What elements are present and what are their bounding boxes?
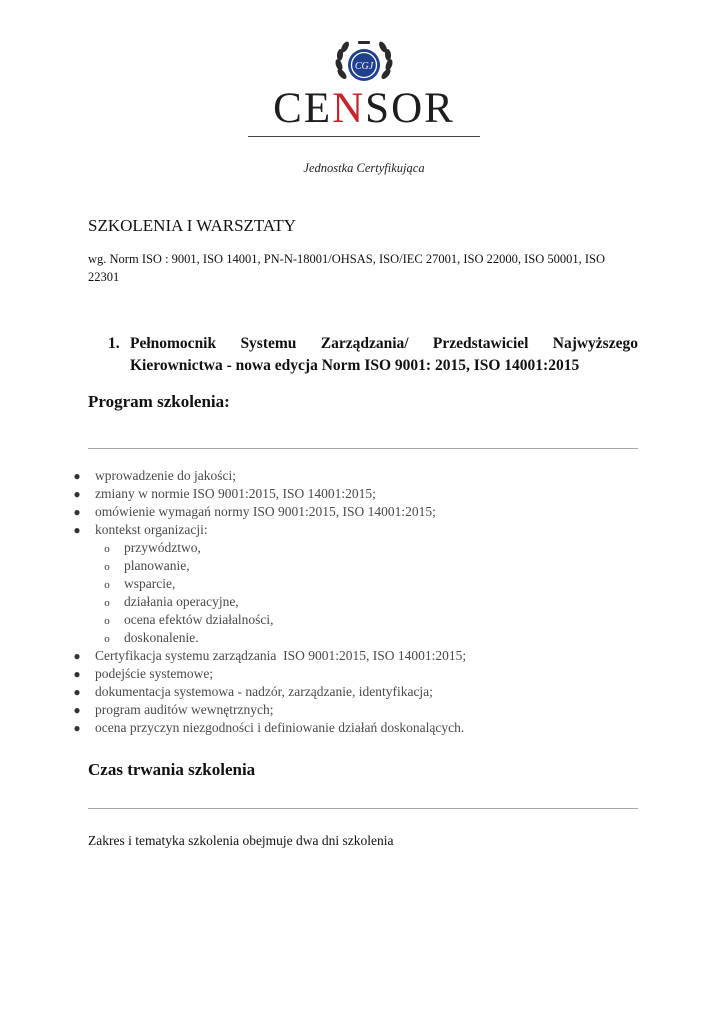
sub-list-item: o ocena efektów działalności, xyxy=(72,611,466,629)
circle-bullet-icon: o xyxy=(104,633,110,645)
bullet-icon: ● xyxy=(73,667,81,681)
duration-text: Zakres i tematyka szkolenia obejmuje dwa dni szkolenia xyxy=(88,833,394,848)
course-title-word: Systemu xyxy=(240,335,297,352)
list-item: ● ocena przyczyn niezgodności i definiowanie działań doskonalących. xyxy=(73,720,465,735)
course-title-word: Przedstawiciel xyxy=(432,335,529,352)
bullet-icon: ● xyxy=(73,721,81,735)
censor-logo xyxy=(244,36,484,175)
course-title-word: Najwyższego xyxy=(552,335,638,352)
bullet-icon: ● xyxy=(73,649,81,663)
list-item: ● Certyfikacja systemu zarządzania ISO 9001:2015, ISO 14001:2015; xyxy=(73,648,467,663)
divider xyxy=(88,448,638,449)
norms-list: wg. Norm ISO : 9001, ISO 14001, PN-N-18001/OHSAS, ISO/IEC 27001, ISO 22000, ISO 50001, ISO 22301 xyxy=(88,252,606,284)
duration-heading: Czas trwania szkolenia xyxy=(88,760,256,779)
sub-list-item: o planowanie, xyxy=(72,557,466,575)
divider xyxy=(88,808,638,809)
bullet-icon: ● xyxy=(73,523,81,537)
sub-list-item: o przywództwo, xyxy=(72,539,466,557)
topic-list xyxy=(72,467,466,737)
program-heading: Program szkolenia: xyxy=(88,392,230,411)
circle-bullet-icon: o xyxy=(104,561,110,573)
circle-bullet-icon: o xyxy=(104,597,110,609)
circle-bullet-icon: o xyxy=(104,543,110,555)
list-item: ● dokumentacja systemowa - nadzór, zarządzanie, identyfikacja; xyxy=(73,684,433,699)
bullet-icon: ● xyxy=(73,469,81,483)
list-item: ● kontekst organizacji: xyxy=(73,522,208,537)
list-item: ● wprowadzenie do jakości; xyxy=(73,468,236,483)
laurel-emblem-icon xyxy=(332,40,396,90)
emblem-monogram: CGJ xyxy=(354,61,374,72)
list-item: ● program auditów wewnętrznych; xyxy=(73,702,274,717)
bullet-icon: ● xyxy=(73,505,81,519)
bullet-icon: ● xyxy=(73,685,81,699)
circle-bullet-icon: o xyxy=(104,615,110,627)
course-title-word: Pełnomocnik xyxy=(130,335,217,352)
brand-name: CENSOR xyxy=(273,85,455,132)
circle-bullet-icon: o xyxy=(104,579,110,591)
list-item: ● podejście systemowe; xyxy=(73,666,214,681)
course-title-word: Zarządzania/ xyxy=(320,335,409,352)
logo-divider xyxy=(248,136,480,137)
course-title-line-2: Kierownictwa - nowa edycja Norm ISO 9001: 2015, ISO 14001:2015 xyxy=(130,357,580,374)
bullet-icon: ● xyxy=(73,487,81,501)
sub-list-item: o doskonalenie. xyxy=(72,629,466,647)
bullet-icon: ● xyxy=(73,703,81,717)
list-item: ● omówienie wymagań normy ISO 9001:2015, ISO 14001:2015; xyxy=(73,504,436,519)
logo-tagline: Jednostka Certyfikująca xyxy=(303,161,425,175)
sub-list-item: o działania operacyjne, xyxy=(72,593,466,611)
list-item: ● zmiany w normie ISO 9001:2015, ISO 14001:2015; xyxy=(73,486,376,501)
course-number: 1. xyxy=(108,335,120,352)
sub-list-item: o wsparcie, xyxy=(72,575,466,593)
section-heading: SZKOLENIA I WARSZTATY xyxy=(88,216,296,235)
